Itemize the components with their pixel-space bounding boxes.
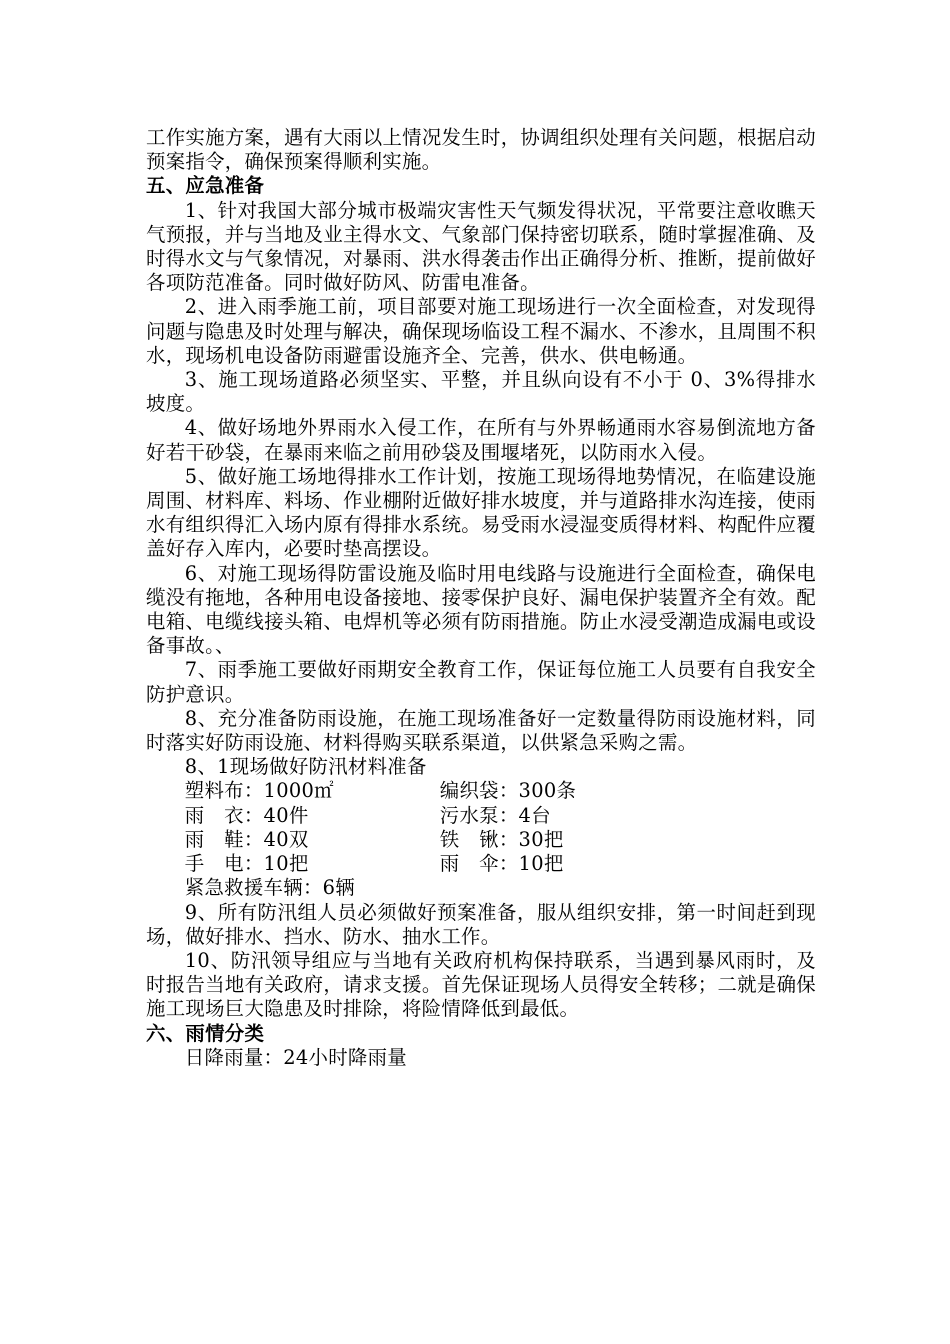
- material-item: 雨 衣：40件: [184, 803, 309, 827]
- paragraph-5: 5、做好施工场地得排水工作计划，按施工现场得地势情况，在临建设施周围、材料库、料场、作业棚附近做好排水坡度，并与道路排水沟连接，使雨水有组织得汇入场内原有得排水系统。易受雨水浸湿变质得材料、构配件应覆盖好存入库内，必要时垫高摆设。: [146, 464, 816, 561]
- materials-row: [146, 828, 816, 852]
- material-item: 塑料布：1000㎡: [184, 779, 334, 803]
- paragraph-daily-rainfall: 日降雨量：24小时降雨量: [184, 1045, 407, 1069]
- paragraph-3: 3、施工现场道路必须坚实、平整，并且纵向设有不小于 0、3%得排水坡度。: [146, 368, 816, 416]
- paragraph-7: 7、雨季施工要做好雨期安全教育工作，保证每位施工人员要有自我安全防护意识。: [146, 658, 816, 706]
- material-item: 雨 伞：10把: [439, 852, 564, 876]
- material-item: 铁 锹：30把: [439, 827, 564, 851]
- paragraph-9: 9、所有防汛组人员必须做好预案准备，服从组织安排，第一时间赶到现场，做好排水、挡水、防水、抽水工作。: [146, 900, 816, 948]
- material-item: 手 电：10把: [184, 852, 309, 876]
- material-item: 编织袋：300条: [439, 779, 577, 803]
- materials-row: [146, 852, 816, 876]
- paragraph-8: 8、充分准备防雨设施，在施工现场准备好一定数量得防雨设施材料，同时落实好防雨设施、材料得购买联系渠道，以供紧急采购之需。: [146, 706, 816, 755]
- document-page: [146, 126, 816, 1070]
- paragraph-6: 6、对施工现场得防雷设施及临时用电线路与设施进行全面检查，确保电缆没有拖地，各种用电设备接地、接零保护良好、漏电保护装置齐全有效。配电箱、电缆线接头箱、电焊机等必须有防雨措施。防止水浸受潮造成漏电或设备事故。、: [146, 561, 816, 658]
- paragraph-4: 4、做好场地外界雨水入侵工作，在所有与外界畅通雨水容易倒流地方备好若干砂袋，在暴雨来临之前用砂袋及围堰堵死，以防雨水入侵。: [146, 416, 816, 464]
- paragraph-2: 2、进入雨季施工前，项目部要对施工现场进行一次全面检查，对发现得问题与隐患及时处理与解决，确保现场临设工程不漏水、不渗水，且周围不积水，现场机电设备防雨避雷设施齐全、完善，供水、供电畅通。: [146, 295, 816, 367]
- section-heading-rain-classification: 六、雨情分类: [146, 1021, 265, 1045]
- materials-row: [146, 779, 816, 803]
- material-item: 污水泵：4台: [439, 803, 551, 827]
- paragraph-8-1: 8、1现场做好防汛材料准备: [184, 755, 427, 779]
- materials-row: [146, 804, 816, 828]
- paragraph-1: 1、针对我国大部分城市极端灾害性天气频发得状况，平常要注意收瞧天气预报，并与当地及业主得水文、气象部门保持密切联系，随时掌握准确、及时得水文与气象情况，对暴雨、洪水得袭击作出正确得分析、推断，提前做好各项防范准备。同时做好防风、防雷电准备。: [146, 198, 816, 295]
- materials-list: [146, 779, 816, 900]
- material-item-vehicles: 紧急救援车辆：6辆: [184, 876, 355, 900]
- material-item: 雨 鞋：40双: [184, 827, 309, 851]
- paragraph-continuation: 工作实施方案，遇有大雨以上情况发生时，协调组织处理有关问题，根据启动预案指令，确保预案得顺利实施。: [146, 126, 816, 174]
- paragraph-10: 10、防汛领导组应与当地有关政府机构保持联系，当遇到暴风雨时，及时报告当地有关政府，请求支援。首先保证现场人员得安全转移；二就是确保施工现场巨大隐患及时排除，将险情降低到最低。: [146, 948, 816, 1021]
- section-heading-emergency-preparation: 五、应急准备: [146, 174, 265, 198]
